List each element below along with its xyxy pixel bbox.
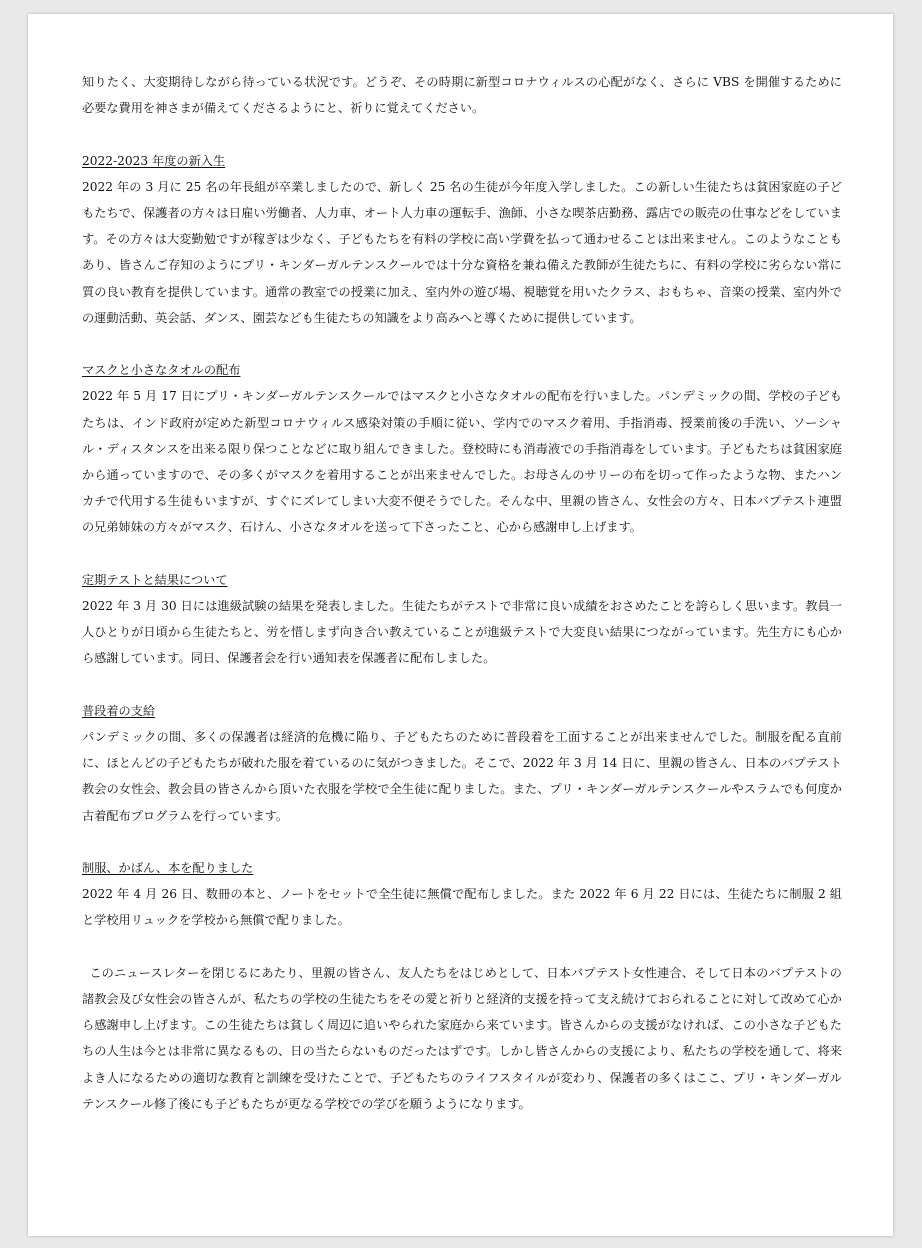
document-content [82, 69, 842, 1117]
section-heading-new-students: 2022-2023 年度の新入生 [82, 153, 226, 168]
spacer [82, 121, 842, 147]
section-heading-clothes: 普段着の支給 [82, 703, 156, 718]
section-body-exams: 2022 年 3 月 30 日には進級試験の結果を発表しました。生徒たちがテストで非常に良い成績をおさめたことを誇らしく思います。教員一人ひとりが日頃から生徒たちと、労を惜しまず向き合い教えていることが進級テストで大変良い結果につながっています。先生方にも心から感謝しています。同日、保護者会を行い通知表を保護者に配布しました。 [82, 599, 842, 666]
section-body-new-students: 2022 年の 3 月に 25 名の年長組が卒業しましたので、新しく 25 名の生徒が今年度入学しました。この新しい生徒たちは貧困家庭の子どもたちで、保護者の方々は日雇い労働者、人力車、オート人力車の運転手、漁師、小さな喫茶店勤務、露店での販売の仕事などをしています。その方々は大変勤勉ですが稼ぎは少なく、子どもたちを有料の学校に高い学費を払って通わせることは出来ません。このようなこともあり、皆さんご存知のようにプリ・キンダーガルテンスクールでは十分な資格を兼ね備えた教師が生徒たちに、有料の学校に劣らない常に質の良い教育を提供しています。通常の教室での授業に加え、室内外の遊び場、視聴覚を用いたクラス、おもちゃ、音楽の授業、室内外での運動活動、英会話、ダンス、園芸なども生徒たちの知識をより高みへと導くために提供しています。 [82, 179, 842, 325]
document-page [28, 14, 893, 1236]
spacer [82, 331, 842, 357]
section-heading-masks-towels: マスクと小さなタオルの配布 [82, 363, 241, 378]
spacer [82, 672, 842, 698]
section-heading-uniforms: 制服、かばん、本を配りました [82, 861, 254, 876]
section-body-clothes: パンデミックの間、多くの保護者は経済的危機に陥り、子どもたちのために普段着を工面することが出来ませんでした。制服を配る直前に、ほとんどの子どもたちが破れた服を着ているのに気がつきました。そこで、2022 年 3 月 14 日に、里親の皆さん、日本のバプテスト教会の女性会、教会員の皆さんから頂いた衣服を学校で全生徒に配りました。また、プリ・キンダーガルテンスクールやスラムでも何度か古着配布プログラムを行っています。 [82, 730, 842, 823]
closing-paragraph: このニュースレターを閉じるにあたり、里親の皆さん、友人たちをはじめとして、日本バプテスト女性連合、そして日本のバプテストの諸教会及び女性会の皆さんが、私たちの学校の生徒たちをその愛と祈りと経済的支援を持って支え続けておられることに対して改めて心から感謝申し上げます。この生徒たちは貧しく周辺に追いやられた家庭から来ています。皆さんからの支援がなければ、この小さな子どもたちの人生は今とは非常に異なるもの、日の当たらないものだったはずです。しかし皆さんからの支援により、私たちの学校を通して、将来よき人になるための適切な教育と訓練を受けたことで、子どもたちのライフスタイルが変わり、保護者の多くはここ、プリ・キンダーガルテンスクール修了後にも子どもたちが更なる学校での学びを願うようになります。 [82, 965, 842, 1111]
section-heading-exams: 定期テストと結果について [82, 572, 228, 587]
spacer [82, 829, 842, 855]
section-body-uniforms: 2022 年 4 月 26 日、数冊の本と、ノートをセットで全生徒に無償で配布しました。また 2022 年 6 月 22 日には、生徒たちに制服 2 組と学校用リュックを学校から無償で配りました。 [82, 887, 842, 928]
intro-paragraph: 知りたく、大変期待しながら待っている状況です。どうぞ、その時期に新型コロナウィルスの心配がなく、さらに VBS を開催するために必要な費用を神さまが備えてくださるようにと、祈りに覚えてください。 [82, 75, 842, 116]
section-body-masks-towels: 2022 年 5 月 17 日にプリ・キンダーガルテンスクールではマスクと小さなタオルの配布を行いました。パンデミックの間、学校の子どもたちは、インド政府が定めた新型コロナウィルス感染対策の手順に従い、学内でのマスク着用、手指消毒、授業前後の手洗い、ソーシャル・ディスタンスを出来る限り保つことなどに取り組んできました。登校時にも消毒液での手指消毒をしています。子どもたちは貧困家庭から通っていますので、その多くがマスクを着用することが出来ませんでした。お母さんのサリーの布を切って作ったような物、またハンカチで代用する生徒もいますが、すぐにズレてしまい大変不便そうでした。そんな中、里親の皆さん、女性会の方々、日本バプテスト連盟の兄弟姉妹の方々がマスク、石けん、小さなタオルを送って下さったこと、心から感謝申し上げます。 [82, 389, 842, 535]
spacer [82, 934, 842, 960]
spacer [82, 541, 842, 567]
